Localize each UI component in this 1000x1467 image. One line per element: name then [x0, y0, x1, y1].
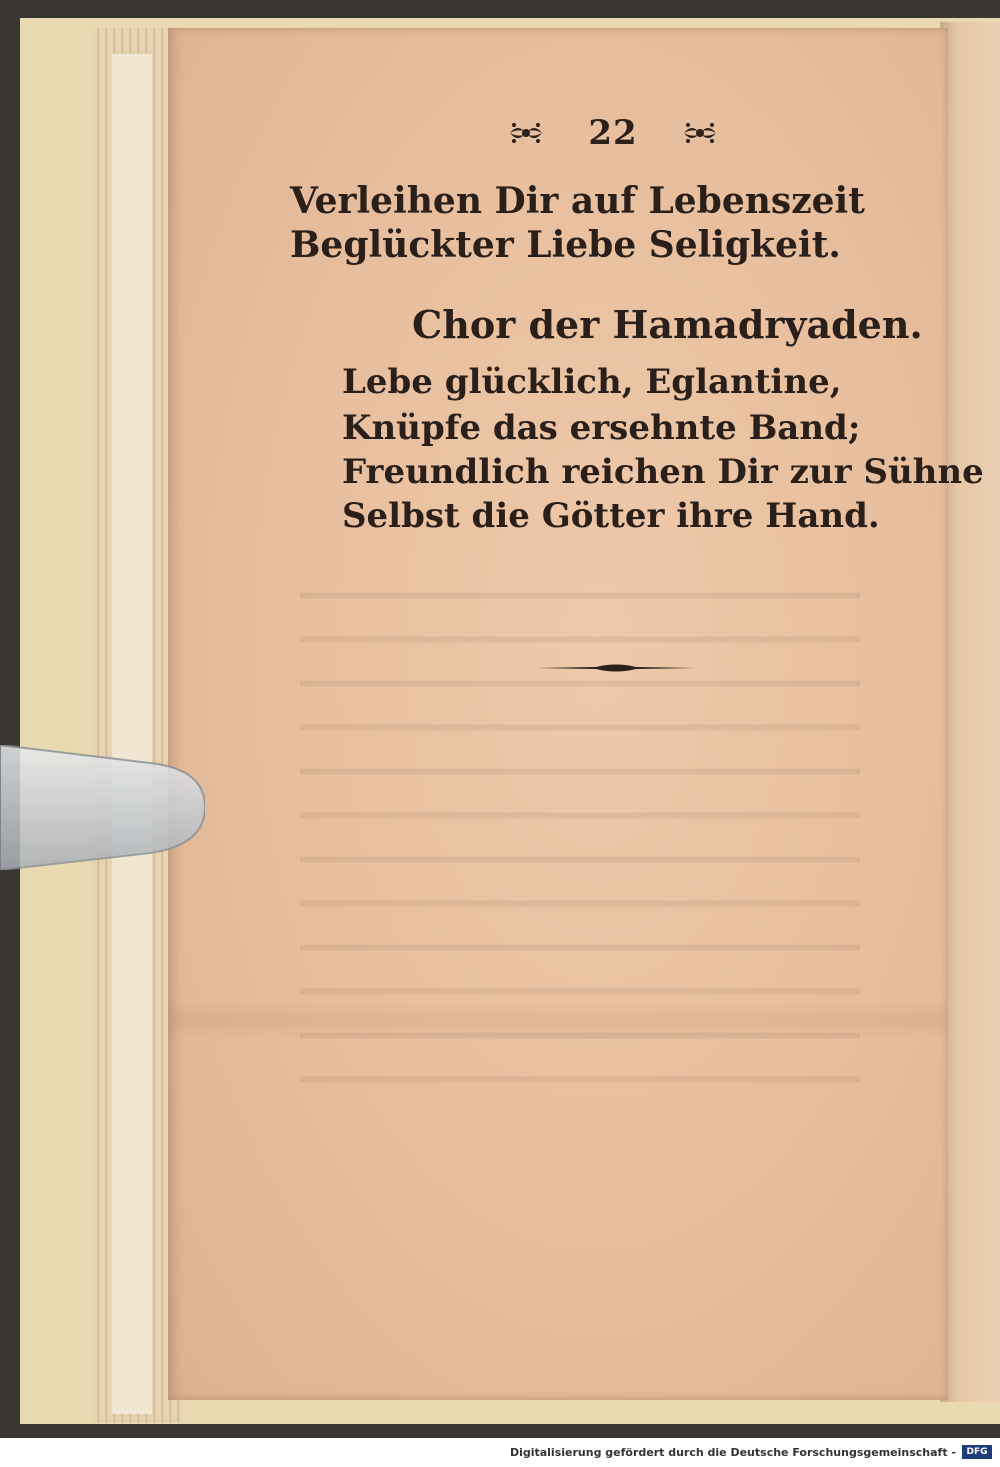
- verse-line: Beglückter Liebe Seligkeit.: [290, 224, 841, 266]
- fleuron-right-icon: [682, 120, 718, 146]
- chorus-line: Freundlich reichen Dir zur Sühne: [342, 452, 984, 492]
- page-number: 22: [588, 113, 638, 153]
- section-heading: Chor der Hamadryaden.: [412, 302, 923, 347]
- page-edge-highlight: [112, 54, 152, 1414]
- page-fold: [168, 1000, 948, 1040]
- tapered-rule-icon: [536, 660, 696, 676]
- chorus-line: Selbst die Götter ihre Hand.: [342, 496, 880, 536]
- chorus-line: Knüpfe das ersehnte Band;: [342, 408, 861, 448]
- chorus-line: Lebe glücklich, Eglantine,: [342, 362, 842, 402]
- verse-line: Verleihen Dir auf Lebenszeit: [290, 180, 865, 222]
- footer-bar: [0, 1438, 1000, 1467]
- facing-page-edge: [940, 22, 1000, 1402]
- scanner-clamp: [0, 745, 205, 870]
- funding-credit: Digitalisierung gefördert durch die Deutsche Forschungsgemeinschaft -: [509, 1446, 956, 1459]
- dfg-logo: DFG: [962, 1445, 992, 1459]
- page-header: [508, 108, 718, 158]
- fleuron-left-icon: [508, 120, 544, 146]
